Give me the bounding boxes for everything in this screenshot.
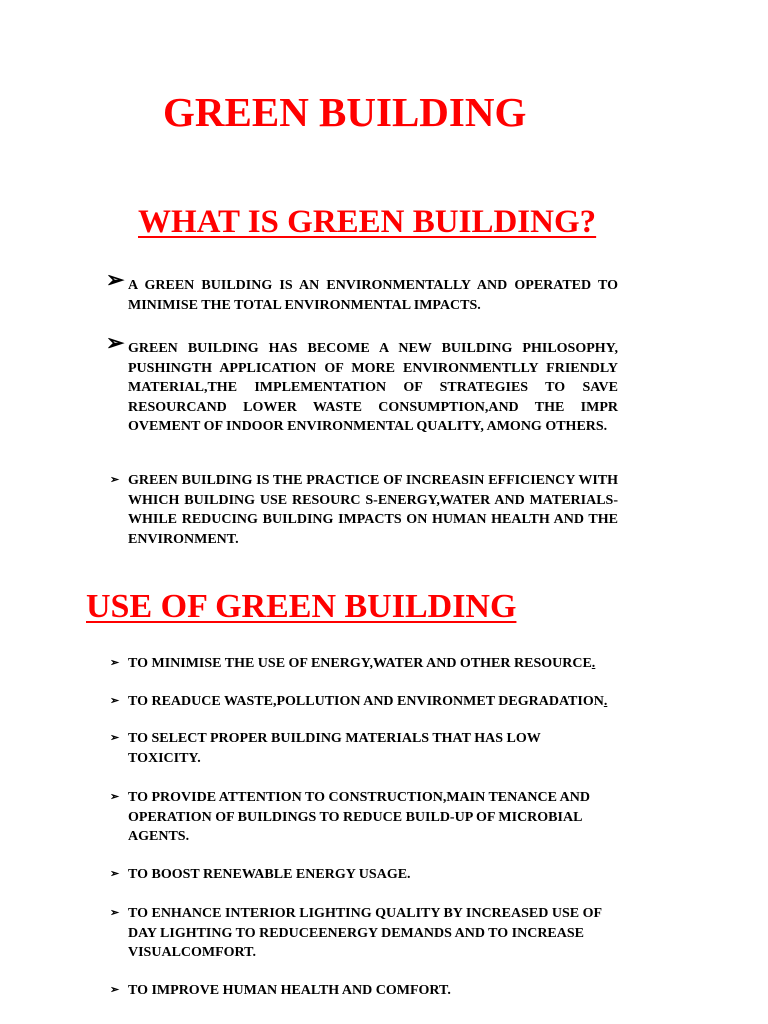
bullet-text: TO ENHANCE INTERIOR LIGHTING QUALITY BY INCREASED USE OF DAY LIGHTING TO REDUCEENERGY DEMANDS AND TO INCREASE VISUALCOMFORT. — [128, 906, 602, 960]
arrow-bullet-icon: ➢ — [106, 330, 125, 355]
page-title: GREEN BUILDING — [163, 89, 527, 135]
arrow-bullet-icon: ➢ — [106, 267, 125, 292]
underlined-period: . — [603, 694, 608, 709]
section-heading-use-of: USE OF GREEN BUILDING — [86, 588, 517, 625]
section-heading-what-is: WHAT IS GREEN BUILDING? — [138, 204, 597, 240]
bullet-text: TO IMPROVE HUMAN HEALTH AND COMFORT. — [128, 983, 451, 998]
underlined-period: . — [591, 656, 596, 671]
bullet-text: A GREEN BUILDING IS AN ENVIRONMENTALLY AND OPERATED TO MINIMISE THE TOTAL ENVIRONMENTAL IMPACTS. — [128, 278, 618, 313]
arrow-bullet-icon: ➢ — [110, 791, 120, 803]
arrow-bullet-icon: ➢ — [110, 695, 120, 707]
arrow-bullet-icon: ➢ — [110, 907, 120, 919]
bullet-text — [128, 654, 648, 674]
bullet-text: GREEN BUILDING IS THE PRACTICE OF INCREASIN EFFICIENCY WITH WHICH BUILDING USE RESOURC S-ENERGY,WATER AND MATERIALS- WHILE REDUCING BUILDING IMPACTS ON HUMAN HEALTH AND THE ENVIRONMENT. — [128, 473, 618, 547]
arrow-bullet-icon: ➢ — [110, 984, 120, 996]
bullet-text: TO SELECT PROPER BUILDING MATERIALS THAT HAS LOW TOXICITY. — [128, 731, 541, 766]
arrow-bullet-icon: ➢ — [110, 657, 120, 669]
bullet-text-main: TO READUCE WASTE,POLLUTION AND ENVIRONMET DEGRADATION — [128, 694, 604, 709]
bullet-text: TO PROVIDE ATTENTION TO CONSTRUCTION,MAIN TENANCE AND OPERATION OF BUILDINGS TO REDUCE BUILD-UP OF MICROBIAL AGENTS. — [128, 790, 590, 844]
bullet-text: GREEN BUILDING HAS BECOME A NEW BUILDING PHILOSOPHY, PUSHINGTH APPLICATION OF MORE ENVIRONMENTLLY FRIENDLY MATERIAL,THE IMPLEMENTATION OF STRATEGIES TO SAVE RESOURCAND LOWER WASTE CONSUMPTION,AND THE IMPR OVEMENT OF INDOOR ENVIRONMENTAL QUALITY, AMONG OTHERS. — [128, 341, 618, 434]
arrow-bullet-icon: ➢ — [110, 732, 120, 744]
arrow-bullet-icon: ➢ — [110, 474, 120, 486]
arrow-bullet-icon: ➢ — [110, 868, 120, 880]
bullet-text: TO BOOST RENEWABLE ENERGY USAGE. — [128, 867, 411, 882]
bullet-text — [128, 692, 648, 712]
bullet-text-main: TO MINIMISE THE USE OF ENERGY,WATER AND OTHER RESOURCE — [128, 656, 592, 671]
